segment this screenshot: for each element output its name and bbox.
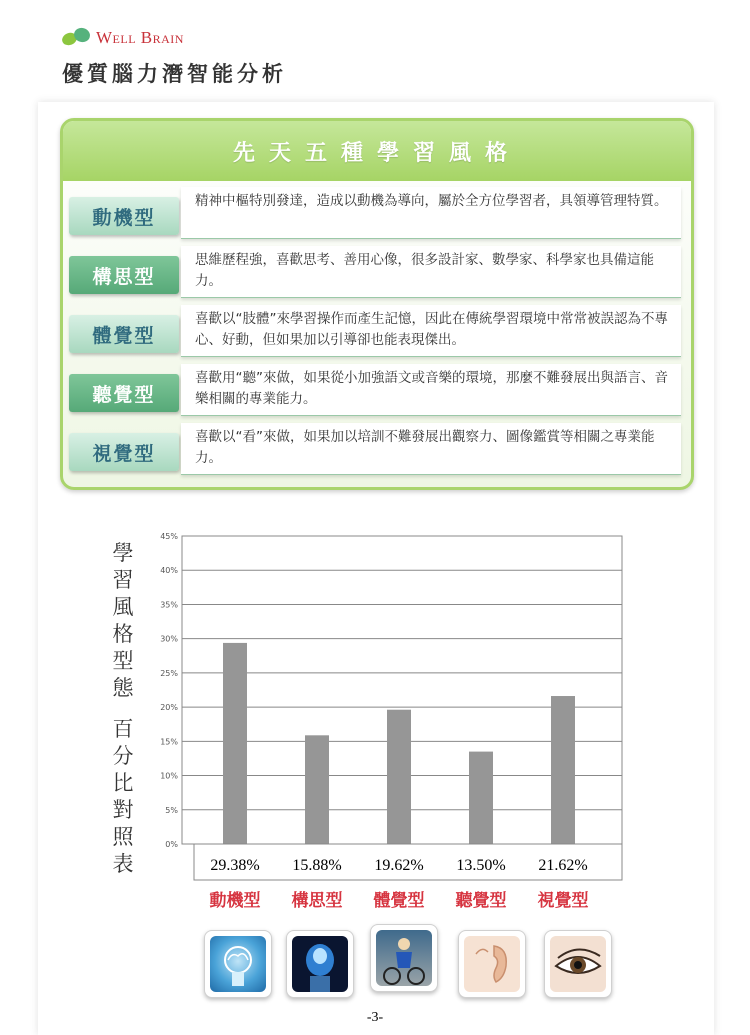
style-label: 體覺型: [69, 315, 179, 353]
style-row: [63, 419, 691, 477]
brand-name: Well Brain: [96, 28, 184, 47]
bar: [387, 710, 411, 844]
style-row: [63, 183, 691, 241]
y-axis-label-char: 風: [112, 595, 134, 619]
bar: [305, 735, 329, 844]
y-tick-label: 0%: [165, 840, 178, 849]
value-label: 29.38%: [210, 857, 260, 874]
learning-styles-box: [60, 118, 694, 490]
style-row: [63, 242, 691, 300]
style-description: 喜歡用“聽”來做，如果從小加強語文或音樂的環境，那麼不難發展出與語言、音樂相關的專業能力。: [181, 364, 681, 416]
y-axis-label-char: 比: [112, 771, 134, 795]
y-tick-label: 30%: [160, 634, 178, 644]
y-axis-label-char: 型: [112, 649, 134, 673]
y-tick-label: 15%: [160, 737, 178, 747]
document-title: 優質腦力潛智能分析: [62, 62, 287, 86]
y-axis-label-char: 格: [112, 622, 134, 646]
value-label: 13.50%: [456, 857, 506, 874]
head-glow-icon: [286, 930, 354, 998]
style-label: 視覺型: [69, 433, 179, 471]
style-description: 喜歡以“看”來做，如果加以培訓不難發展出觀察力、圖像鑑賞等相關之專業能力。: [181, 423, 681, 475]
style-label: 動機型: [69, 197, 179, 235]
bar-chart: [150, 530, 630, 920]
category-label: 視覺型: [537, 891, 589, 911]
style-label: 聽覺型: [69, 374, 179, 412]
category-label: 體覺型: [373, 891, 425, 911]
y-tick-label: 5%: [165, 805, 178, 815]
y-axis-label-char: 百: [112, 717, 134, 741]
ear-icon: [458, 930, 526, 998]
y-tick-label: 25%: [160, 668, 178, 678]
style-icons-row: [0, 930, 750, 1000]
y-tick-label: 20%: [160, 703, 178, 713]
y-axis-label-char: 照: [112, 825, 134, 849]
style-description: 精神中樞特別發達，造成以動機為導向，屬於全方位學習者，具領導管理特質。: [181, 187, 681, 239]
y-tick-label: 35%: [160, 600, 178, 610]
y-axis-label-char: 學: [112, 541, 134, 565]
bar: [551, 696, 575, 844]
page-number: -3-: [366, 1010, 384, 1025]
learning-styles-title: 先天五種學習風格: [63, 121, 691, 181]
y-tick-label: 40%: [160, 566, 178, 576]
value-label: 19.62%: [374, 857, 424, 874]
brain-icon: [204, 930, 272, 998]
style-label: 構思型: [69, 256, 179, 294]
style-description: 喜歡以“肢體”來學習操作而產生記憶，因此在傳統學習環境中常常被誤認為不專心、好動，但如果加以引導卻也能表現傑出。: [181, 305, 681, 357]
category-label: 動機型: [209, 891, 261, 911]
brand-logo-icon: [62, 27, 92, 49]
y-axis-label-char: 表: [112, 852, 134, 876]
y-tick-label: 45%: [160, 532, 178, 541]
value-label: 21.62%: [538, 857, 588, 874]
y-axis-label-char: 態: [112, 676, 134, 700]
y-tick-label: 10%: [160, 771, 178, 781]
category-label: 聽覺型: [455, 891, 507, 911]
style-description: 思維歷程強，喜歡思考、善用心像，很多設計家、數學家、科學家也具備這能力。: [181, 246, 681, 298]
category-label: 構思型: [291, 891, 343, 911]
style-row: [63, 301, 691, 359]
chart-y-axis-label: [108, 540, 138, 878]
style-row: [63, 360, 691, 418]
eye-icon: [544, 930, 612, 998]
bar: [223, 643, 247, 844]
cyclist-icon: [370, 924, 438, 992]
y-axis-label-char: 對: [112, 798, 134, 822]
y-axis-label-char: [108, 702, 138, 716]
y-axis-label-char: 分: [112, 744, 134, 768]
brand: [62, 26, 184, 50]
bar: [469, 752, 493, 844]
value-label: 15.88%: [292, 857, 342, 874]
y-axis-label-char: 習: [112, 568, 134, 592]
